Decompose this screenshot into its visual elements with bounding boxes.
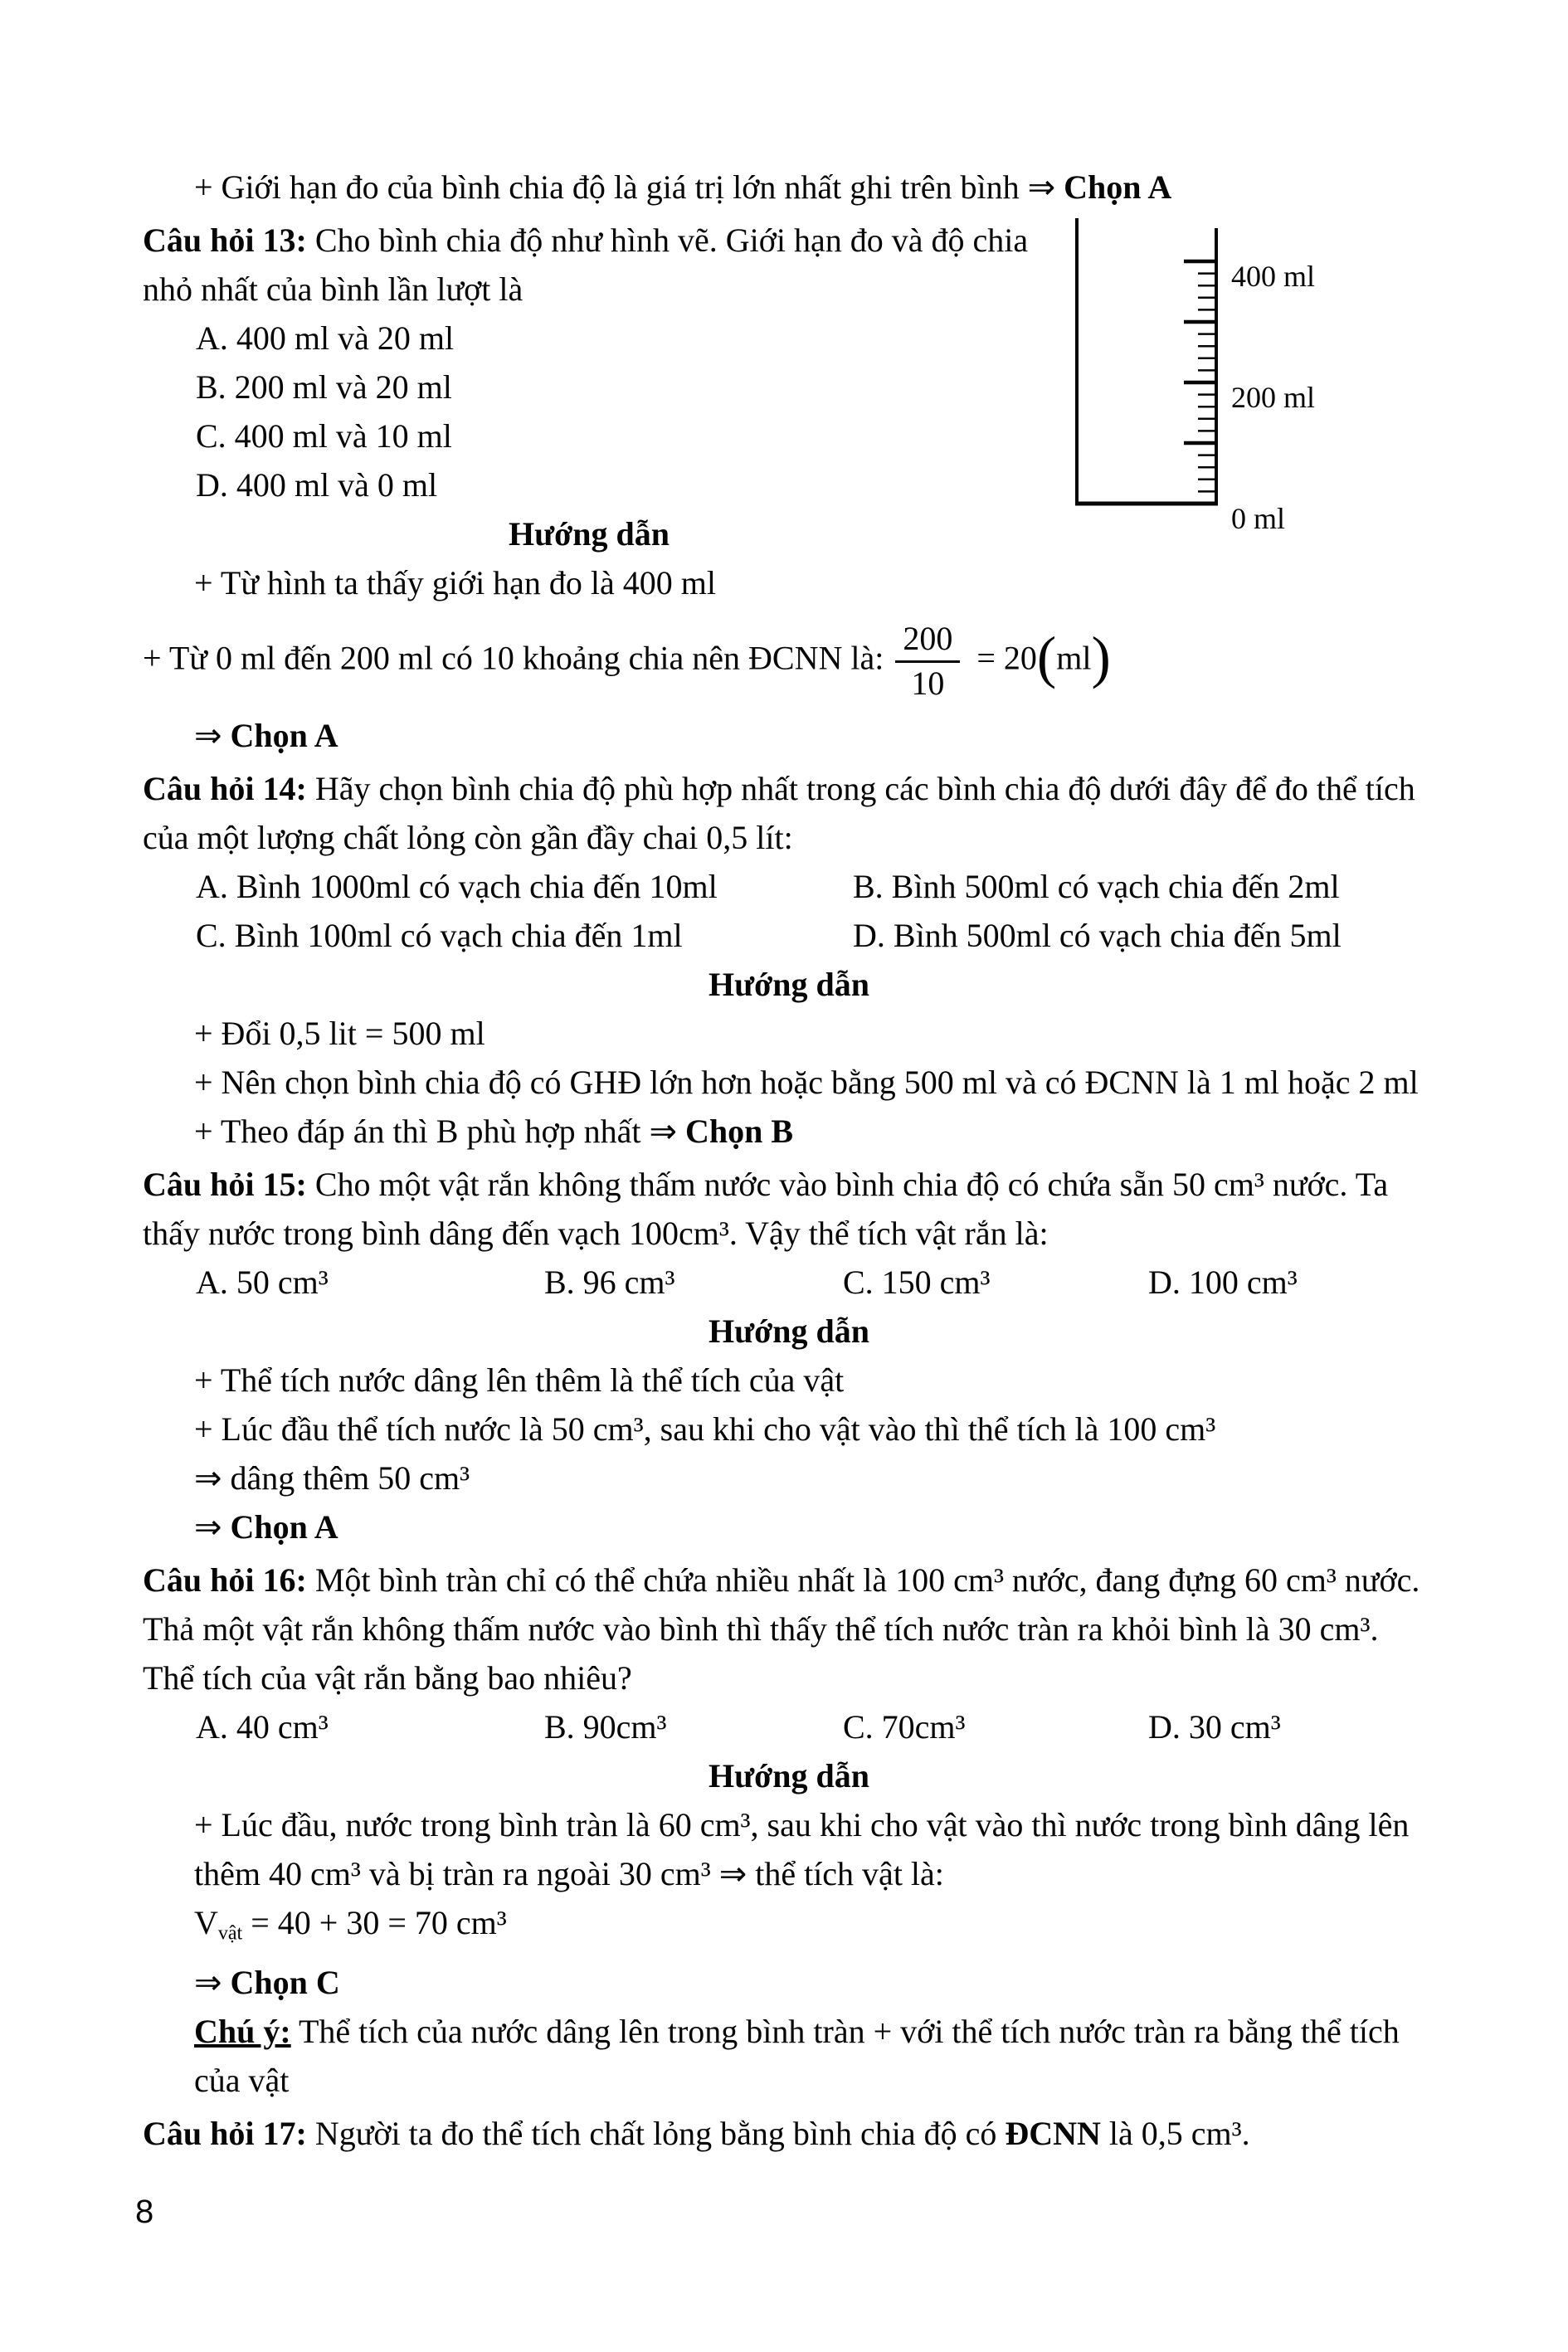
question-16-paragraph [143,1556,1435,1702]
question-13-label: Câu hỏi 13: [143,222,307,259]
note-text: Thể tích của nước dâng lên trong bình tràn + với thể tích nước tràn ra bằng thể tích của vật [194,2013,1400,2100]
scale-major-ticks [1184,261,1218,443]
question-17-text-before: Người ta đo thể tích chất lỏng bằng bình chia độ có [314,2115,997,2153]
q13-option-d: D. 400 ml và 0 ml [196,466,438,504]
q13-solution-2-unit: ml [1056,639,1092,677]
question-16-text: Một bình tràn chỉ có thể chứa nhiều nhất là 100 cm³ nước, đang đựng 60 cm³ nước. Thả một vật rắn không thấm nước vào bình thì thấy thể tích nước tràn ra khỏi bình là 30 cm³. Thể tích của vật rắn bằng bao nhiêu? [143,1561,1420,1697]
q15-answer: Chọn A [230,1507,338,1546]
question-14-paragraph [143,764,1435,862]
page-number: 8 [135,2194,154,2230]
arrow-symbol: ⇒ [194,1964,222,2002]
q15-solution-line-1: + Thể tích nước dâng lên thêm là thể tích của vật [194,1361,845,1399]
q14-options-row-1 [196,862,1435,911]
figure-label-400ml: 400 ml [1231,260,1316,293]
q13-guide-heading: Hướng dẫn [508,515,670,553]
q13-option-c: C. 400 ml và 10 ml [196,417,452,455]
q16-conclusion-line [194,1958,1435,2007]
q15-option-c: C. 150 cm³ [843,1263,991,1301]
q14-option-a: A. Bình 1000ml có vạch chia đến 10ml [196,867,718,905]
q15-conclusion-line [194,1502,1435,1551]
q16-guide-heading: Hướng dẫn [708,1756,869,1794]
q15-option-d: D. 100 cm³ [1148,1263,1298,1301]
q13-conclusion-line [194,711,1435,760]
q14-option-b: B. Bình 500ml có vạch chia đến 2ml [853,867,1340,905]
q13-option-b: B. 200 ml và 20 ml [196,368,452,406]
big-paren-close: ) [1091,626,1111,690]
note-label: Chú ý: [194,2013,291,2051]
figure-label-200ml: 200 ml [1231,381,1316,414]
formula-rest: = 40 + 30 = 70 cm³ [251,1903,507,1941]
formula-subscript: vật [217,1922,243,1945]
question-14-text: Hãy chọn bình chia độ phù hợp nhất trong các bình chia độ dưới đây để đo thể tích của một lượng chất lỏng còn gần đầy chai 0,5 lít: [143,769,1415,856]
q16-answer: Chọn C [230,1964,340,2002]
q13-answer: Chọn A [230,716,338,754]
q14-solution-line-1: + Đổi 0,5 lit = 500 ml [194,1014,485,1052]
q16-formula-line [194,1898,1435,1959]
q16-option-b: B. 90cm³ [544,1707,667,1746]
big-paren-open: ( [1036,626,1057,690]
q14-option-c: C. Bình 100ml có vạch chia đến 1ml [196,916,683,954]
q15-solution-line-3: ⇒ dâng thêm 50 cm³ [194,1458,470,1497]
q16-option-a: A. 40 cm³ [196,1707,329,1746]
q15-option-a: A. 50 cm³ [196,1263,329,1301]
formula-variable: V [194,1903,218,1941]
q15-option-b: B. 96 cm³ [544,1263,675,1301]
q14-solution-line-3 [194,1107,1435,1156]
q14-solution-line-2: + Nên chọn bình chia độ có GHĐ lớn hơn hoặc bằng 500 ml và có ĐCNN là 1 ml hoặc 2 ml [194,1063,1419,1101]
arrow-symbol: ⇒ [194,1507,222,1546]
q13-solution-2-equals: = 20 [976,639,1037,677]
q14-options-row-2 [196,911,1435,960]
cylinder-svg [1069,215,1326,540]
q15-guide-heading: Hướng dẫn [708,1312,869,1350]
q14-solution-3-prefix: + Theo đáp án thì B phù hợp nhất ⇒ [194,1112,677,1150]
q14-option-d: D. Bình 500ml có vạch chia đến 5ml [853,916,1342,954]
question-15-label: Câu hỏi 15: [143,1165,307,1203]
question-16-label: Câu hỏi 16: [143,1561,307,1599]
question-15-paragraph [143,1160,1435,1258]
q16-solution-line-1: + Lúc đầu, nước trong bình tràn là 60 cm³, sau khi cho vật vào thì nước trong bình dâng lên thêm 40 cm³ và bị tràn ra ngoài 30 cm³ ⇒ thể tích vật là: [194,1805,1410,1892]
intro-solution-line [194,163,1435,212]
note-line [194,2007,1435,2105]
q16-options-row [196,1702,1435,1751]
question-17-bold-term: ĐCNN [1005,2115,1101,2153]
q13-option-a: A. 400 ml và 20 ml [196,319,455,357]
question-17-paragraph [143,2109,1435,2158]
q15-options-row [196,1258,1435,1307]
question-17-text-after: là 0,5 cm³. [1108,2115,1250,2153]
fraction-denominator: 10 [911,664,945,702]
q13-solution-line-2 [143,621,1435,703]
intro-text: + Giới hạn đo của bình chia độ là giá trị lớn nhất ghi trên bình ⇒ [194,168,1056,206]
graduated-cylinder-figure [1069,215,1326,540]
question-17-label: Câu hỏi 17: [143,2115,307,2153]
fraction [895,621,960,703]
question-15-text: Cho một vật rắn không thấm nước vào bình chia độ có chứa sẵn 50 cm³ nước. Ta thấy nước trong bình dâng đến vạch 100cm³. Vậy thể tích vật rắn là: [143,1165,1389,1252]
q13-solution-2-prefix: + Từ 0 ml đến 200 ml có 10 khoảng chia nên ĐCNN là: [143,639,884,677]
q16-option-d: D. 30 cm³ [1148,1707,1281,1746]
fraction-numerator: 200 [895,621,960,663]
arrow-symbol: ⇒ [194,716,222,754]
q13-solution-line-1: + Từ hình ta thấy giới hạn đo là 400 ml [194,564,717,601]
q16-option-c: C. 70cm³ [843,1707,966,1746]
question-14-label: Câu hỏi 14: [143,769,307,807]
intro-answer: Chọn A [1064,168,1172,206]
q14-answer: Chọn B [684,1112,794,1150]
q14-guide-heading: Hướng dẫn [708,965,869,1003]
q15-solution-line-2: + Lúc đầu thể tích nước là 50 cm³, sau khi cho vật vào thì thể tích là 100 cm³ [194,1410,1216,1448]
figure-label-0ml: 0 ml [1231,502,1286,535]
question-13-text: Cho bình chia độ như hình vẽ. Giới hạn đo và độ chia nhỏ nhất của bình lần lượt là [143,222,1029,308]
